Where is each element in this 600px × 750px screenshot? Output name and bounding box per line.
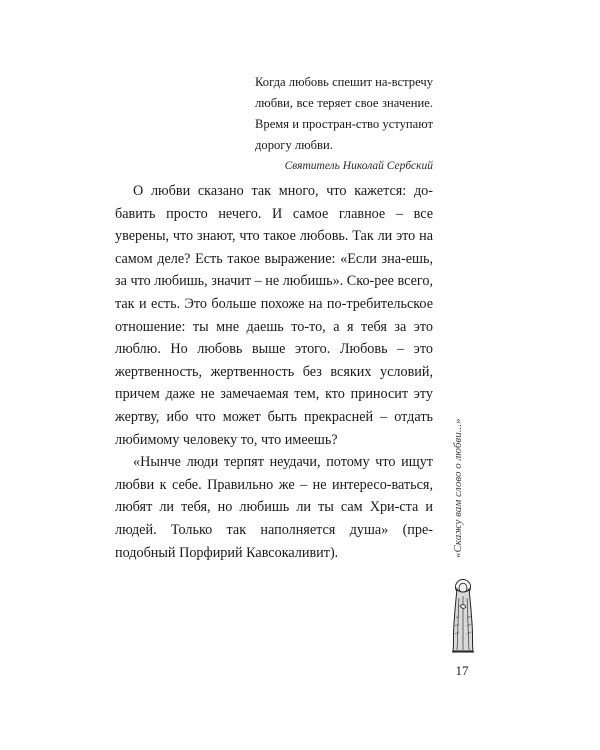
page-number: 17 <box>455 663 469 678</box>
saint-figure-icon <box>450 578 476 654</box>
epigraph <box>255 72 433 174</box>
main-text <box>115 180 433 564</box>
epigraph-author: Святитель Николай Сербский <box>284 160 433 172</box>
paragraph: О любви сказано так много, что кажется: до-бавить просто нечего. И самое главное – все уверены, что знают, что такое любовь. Так ли это на самом деле? Есть такое выражение: «Если зна-ешь, за что любишь, значит – не любишь». Ско-рее всего, так и есть. Это больше похоже на по-требительское отношение: ты мне даешь то-то, а я тебя за это люблю. Но любовь выше этого. Любовь – это жертвенность, жертвенность без всяких условий, причем даже не замечаемая тем, кто приносит эту жертву, ибо что может быть прекрасней – отдать любимому человеку то, что имеешь? <box>115 183 433 448</box>
epigraph-text: Когда любовь спешит на-встречу любви, все теряет свое значение. Время и простран-ство уступают дорогу любви. <box>255 75 433 152</box>
running-side-title: «Скажу вам слово о любви...» <box>452 418 464 558</box>
paragraph: «Нынче люди терпят неудачи, потому что ищут любви к себе. Правильно же – не интересо-ваться, любят ли тебя, но любишь ли ты сам Хри-ста и людей. Только так наполняется душа» (пре-подобный Порфирий Кавсокаливит). <box>115 454 433 561</box>
